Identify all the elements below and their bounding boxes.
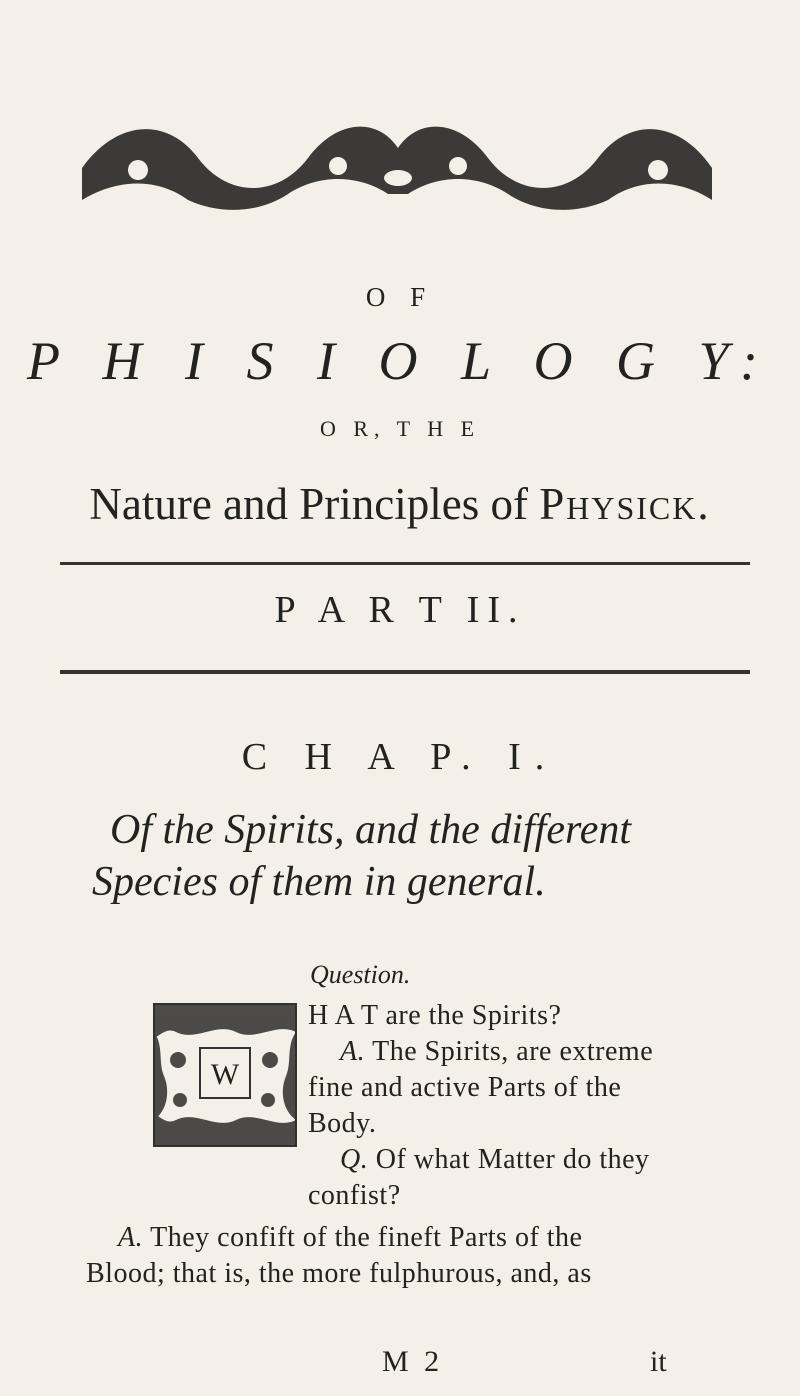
title-of: O F (365, 282, 435, 312)
floral-headpiece-ornament-icon (78, 108, 716, 214)
signature-mark: M 2 (382, 1345, 444, 1378)
body-line-5-text: Of what Matter do they (375, 1144, 650, 1175)
part-heading: P A R T II. (274, 589, 526, 631)
chapter-label: C H A P. I. (241, 736, 559, 778)
book-title: P H I S I O L O G Y: (26, 331, 774, 391)
subtitle-physick: Physick. (539, 479, 711, 529)
drop-cap-ornament-icon (150, 1000, 300, 1150)
rule-top (60, 562, 750, 565)
body-line-8: Blood; that is, the more fulphurous, and, as (86, 1258, 592, 1289)
answer-marker: A. (340, 1036, 366, 1067)
answer-marker-2: A. (118, 1222, 144, 1253)
subtitle-prefix: Nature and Principles of (89, 479, 540, 529)
catchword: it (650, 1345, 667, 1378)
body-line-2-text: The Spirits, are extreme (372, 1036, 654, 1067)
body-line-7-text: They confift of the fineft Parts of the (150, 1222, 583, 1253)
body-line-4: Body. (308, 1108, 377, 1139)
chapter-heading-line-2: Species of them in general. (92, 859, 546, 905)
body-line-1: H A T are the Spirits? (308, 1000, 562, 1031)
drop-cap-letter: W (210, 1058, 240, 1091)
rule-bottom (60, 670, 750, 674)
body-line-6: confist? (308, 1180, 401, 1211)
body-line-5 (340, 1144, 650, 1176)
body-line-3: fine and active Parts of the (308, 1072, 622, 1103)
body-line-7 (118, 1222, 582, 1254)
chapter-heading-line-1: Of the Spirits, and the different (110, 807, 632, 853)
question-label: Question. (310, 960, 411, 989)
question-marker: Q. (340, 1144, 369, 1175)
title-or-the: O R, T H E (319, 416, 481, 441)
body-line-2 (340, 1036, 653, 1068)
book-subtitle (0, 478, 800, 530)
